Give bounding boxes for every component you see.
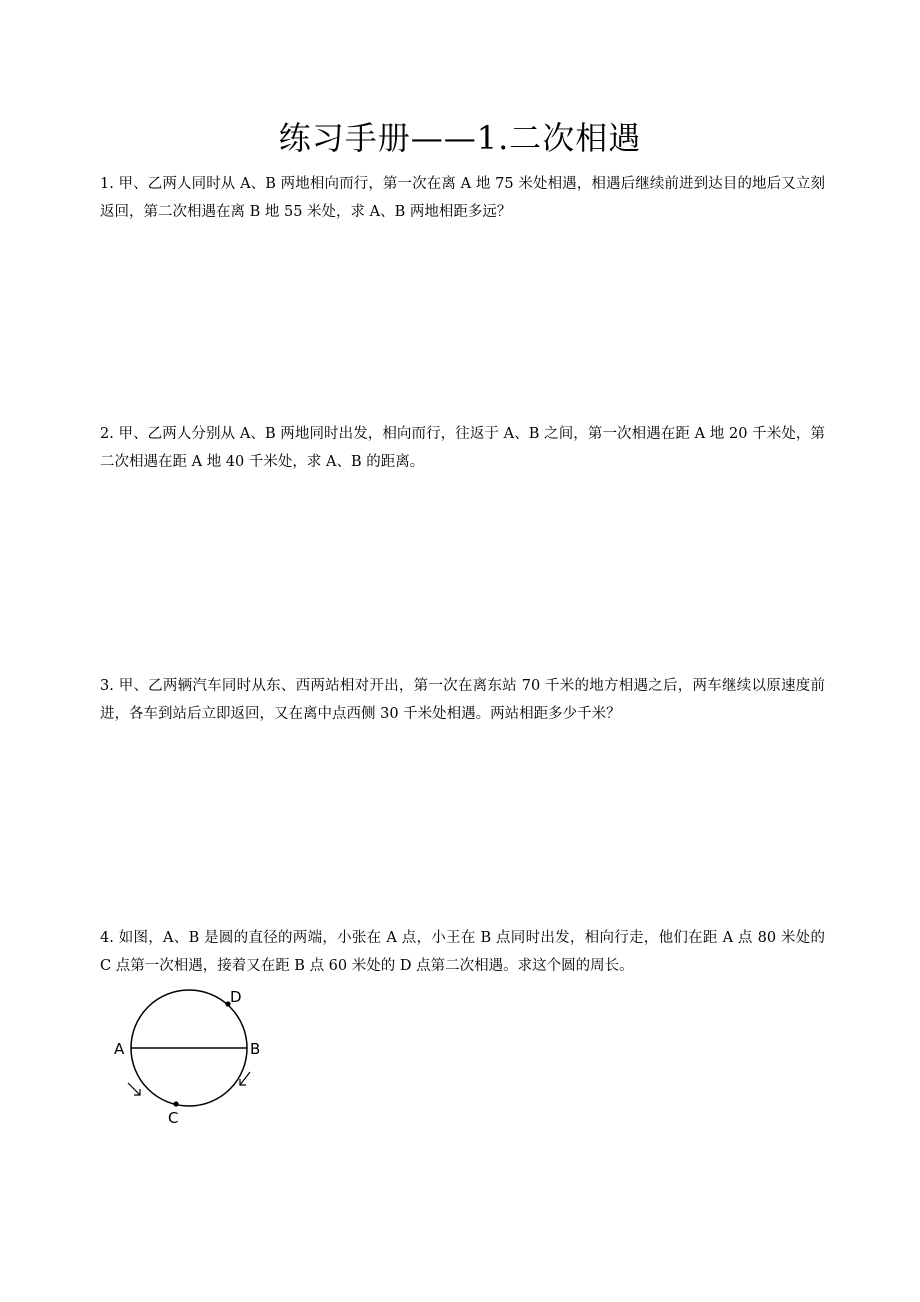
label-a: A bbox=[114, 1040, 125, 1058]
circle-diagram bbox=[104, 980, 274, 1130]
question-4: 4. 如图，A、B 是圆的直径的两端，小张在 A 点，小王在 B 点同时出发，相向行走，他们在距 A 点 80 米处的 C 点第一次相遇，接着又在距 B 点 60 米处的 D 点第二次相遇。求这个圆的周长。 bbox=[100, 930, 825, 974]
question-1: 1. 甲、乙两人同时从 A、B 两地相向而行，第一次在离 A 地 75 米处相遇，相遇后继续前进到达目的地后又立刻返回，第二次相遇在离 B 地 55 米处，求 A、B 两地相距多远？ bbox=[100, 176, 825, 220]
question-3: 3. 甲、乙两辆汽车同时从东、西两站相对开出，第一次在离东站 70 千米的地方相遇之后，两车继续以原速度前进，各车到站后立即返回，又在离中点西侧 30 千米处相遇。两站相距多少千米？ bbox=[100, 678, 825, 722]
label-c: C bbox=[168, 1109, 179, 1127]
page-title: 练习手册——1.二次相遇 bbox=[278, 119, 642, 157]
label-d: D bbox=[230, 988, 242, 1006]
question-2: 2. 甲、乙两人分别从 A、B 两地同时出发，相向而行，往返于 A、B 之间，第一次相遇在距 A 地 20 千米处，第二次相遇在距 A 地 40 千米处，求 A、B 的距离。 bbox=[100, 426, 825, 470]
label-b: B bbox=[250, 1040, 261, 1058]
point-c-dot bbox=[173, 1101, 178, 1106]
arrow-from-a-icon bbox=[128, 1083, 140, 1095]
